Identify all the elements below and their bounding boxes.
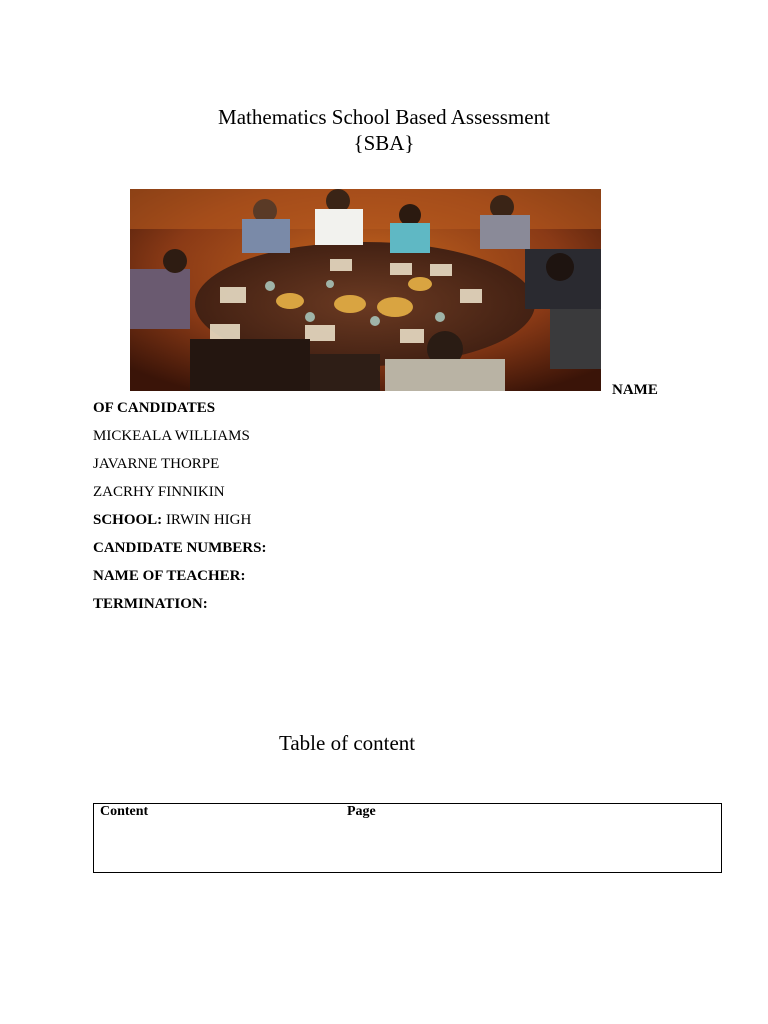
candidate-name-1: MICKEALA WILLIAMS xyxy=(93,428,250,444)
group-dinner-photo xyxy=(130,189,601,391)
title-line-2: {SBA} xyxy=(353,131,415,155)
toc-title: Table of content xyxy=(279,731,416,755)
toc-header-page: Page xyxy=(347,804,376,819)
school-line xyxy=(93,512,251,529)
title-line-1: Mathematics School Based Assessment xyxy=(218,105,550,129)
name-label-part-2: OF CANDIDATES xyxy=(93,400,216,416)
termination-label: TERMINATION: xyxy=(93,596,208,612)
toc-table xyxy=(93,803,722,873)
toc-header-content: Content xyxy=(100,804,149,819)
teacher-label: NAME OF TEACHER: xyxy=(93,568,246,584)
candidate-name-3: ZACRHY FINNIKIN xyxy=(93,484,225,500)
school-value: IRWIN HIGH xyxy=(162,512,252,528)
candidate-numbers-label: CANDIDATE NUMBERS: xyxy=(93,540,267,556)
name-label-part-1: NAME xyxy=(612,382,658,398)
school-label: SCHOOL: xyxy=(93,512,163,528)
candidate-name-2: JAVARNE THORPE xyxy=(93,456,220,472)
document-title xyxy=(0,104,768,156)
